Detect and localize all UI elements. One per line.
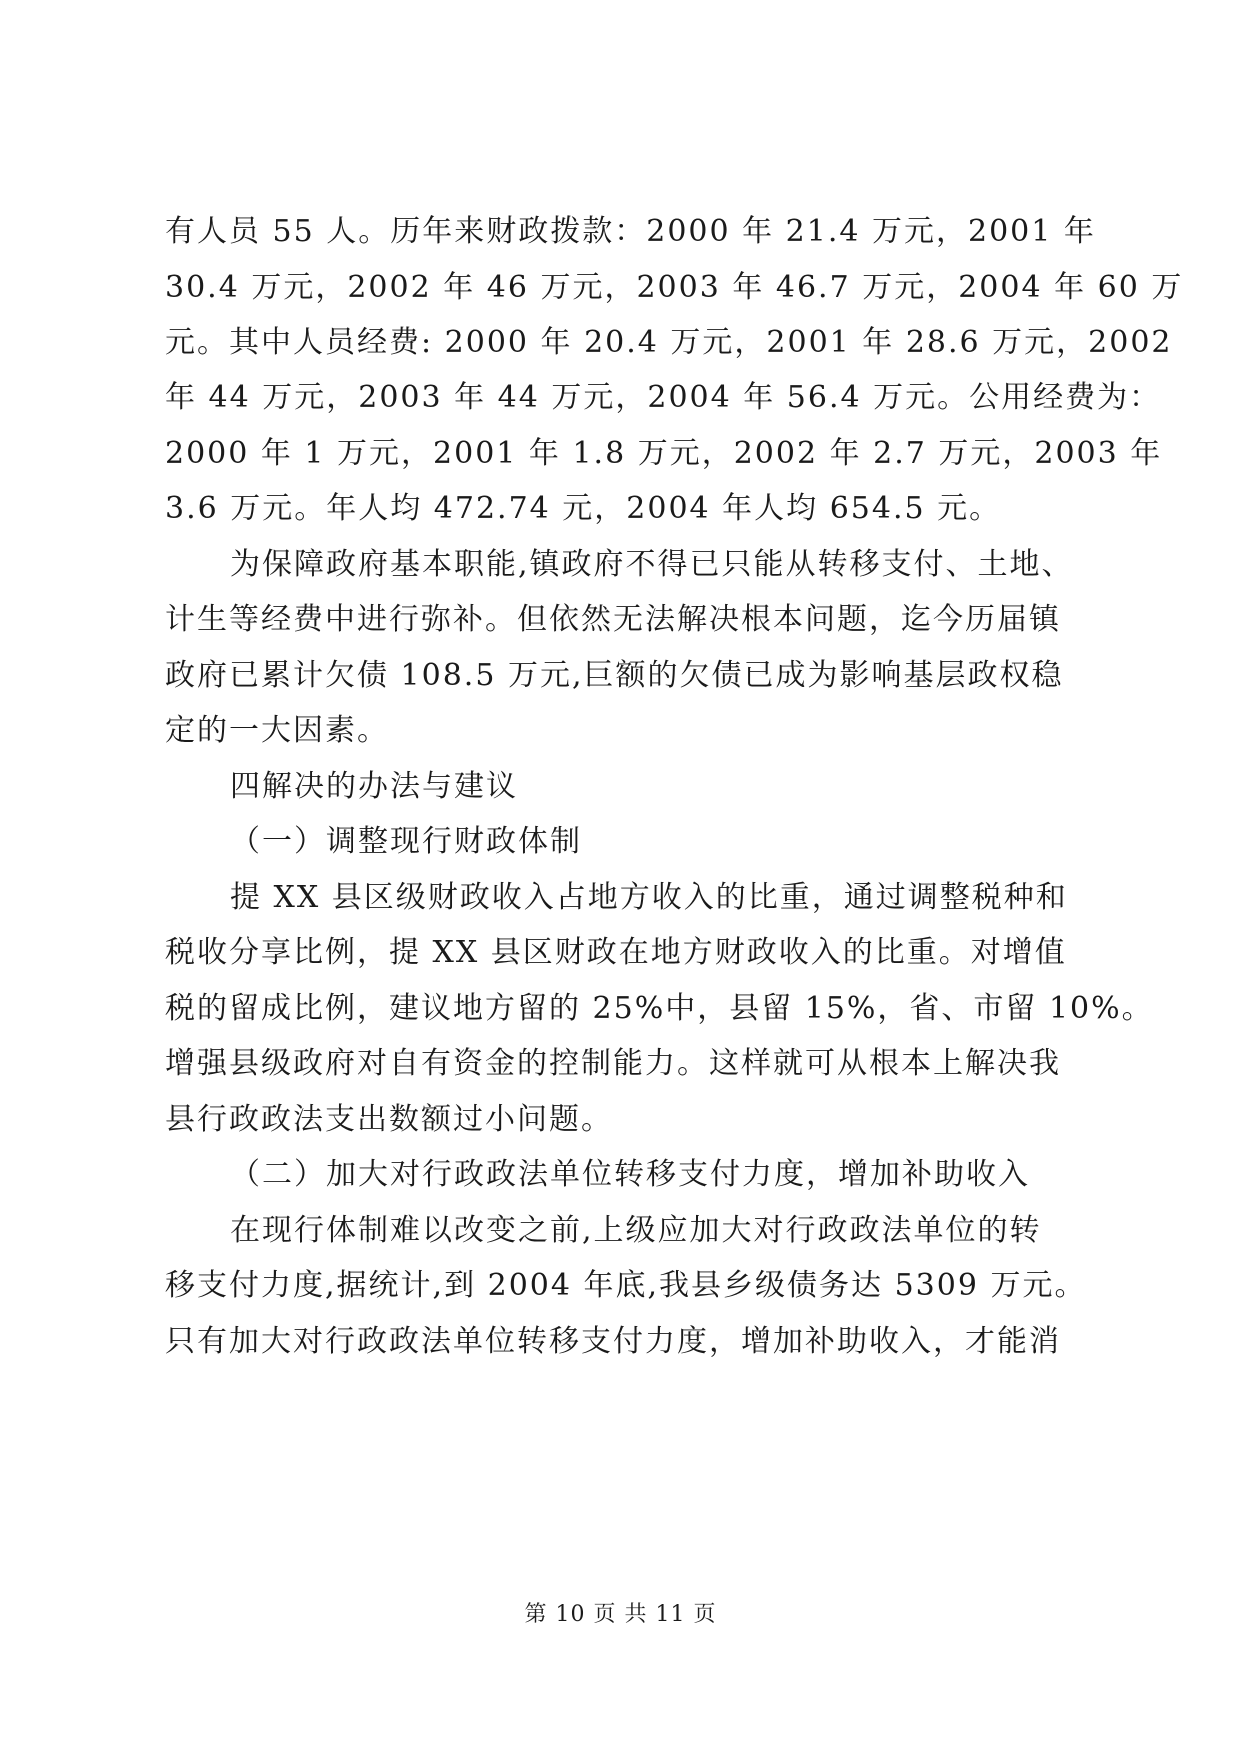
text-line: 移支付力度,据统计,到 2004 年底,我县乡级债务达 5309 万元。 [165, 1268, 1087, 1303]
text-line: 元。其中人员经费: 2000 年 20.4 万元，2001 年 28.6 万元，2002 [165, 325, 1173, 360]
text-line: 30.4 万元，2002 年 46 万元，2003 年 46.7 万元，2004 年 60 万 [165, 270, 1184, 305]
text-line: 2000 年 1 万元，2001 年 1.8 万元，2002 年 2.7 万元，2003 年 [165, 436, 1163, 471]
text-line: 税的留成比例，建议地方留的 25%中，县留 15%，省、市留 10%。 [165, 991, 1154, 1026]
text-line: 有人员 55 人。历年来财政拨款：2000 年 21.4 万元，2001 年 [165, 214, 1096, 249]
paragraph-first-line: 为保障政府基本职能,镇政府不得已只能从转移支付、土地、 [230, 547, 1074, 582]
text-line: 政府已累计欠债 108.5 万元,巨额的欠债已成为影响基层政权稳 [165, 658, 1064, 693]
text-line: 只有加大对行政政法单位转移支付力度，增加补助收入，才能消 [165, 1324, 1061, 1359]
paragraph-first-line: 提 XX 县区级财政收入占地方收入的比重，通过调整税种和 [230, 880, 1068, 915]
text-line: 计生等经费中进行弥补。但依然无法解决根本问题，迄今历届镇 [165, 602, 1061, 637]
paragraph-first-line: 在现行体制难以改变之前,上级应加大对行政政法单位的转 [230, 1213, 1042, 1248]
text-line: 3.6 万元。年人均 472.74 元，2004 年人均 654.5 元。 [165, 491, 1002, 526]
text-line: 定的一大因素。 [165, 713, 389, 748]
subsection-heading: （二）加大对行政政法单位转移支付力度，增加补助收入 [230, 1157, 1030, 1192]
text-line: 税收分享比例，提 XX 县区财政在地方财政收入的比重。对增值 [165, 935, 1067, 970]
text-line: 增强县级政府对自有资金的控制能力。这样就可从根本上解决我 [165, 1046, 1061, 1081]
text-line: 年 44 万元，2003 年 44 万元，2004 年 56.4 万元。公用经费为： [165, 380, 1162, 415]
section-heading: 四解决的办法与建议 [230, 769, 518, 804]
subsection-heading: （一）调整现行财政体制 [230, 824, 582, 859]
text-line: 县行政政法支出数额过小问题。 [165, 1102, 613, 1137]
page-number-footer: 第 10 页 共 11 页 [524, 1602, 717, 1627]
